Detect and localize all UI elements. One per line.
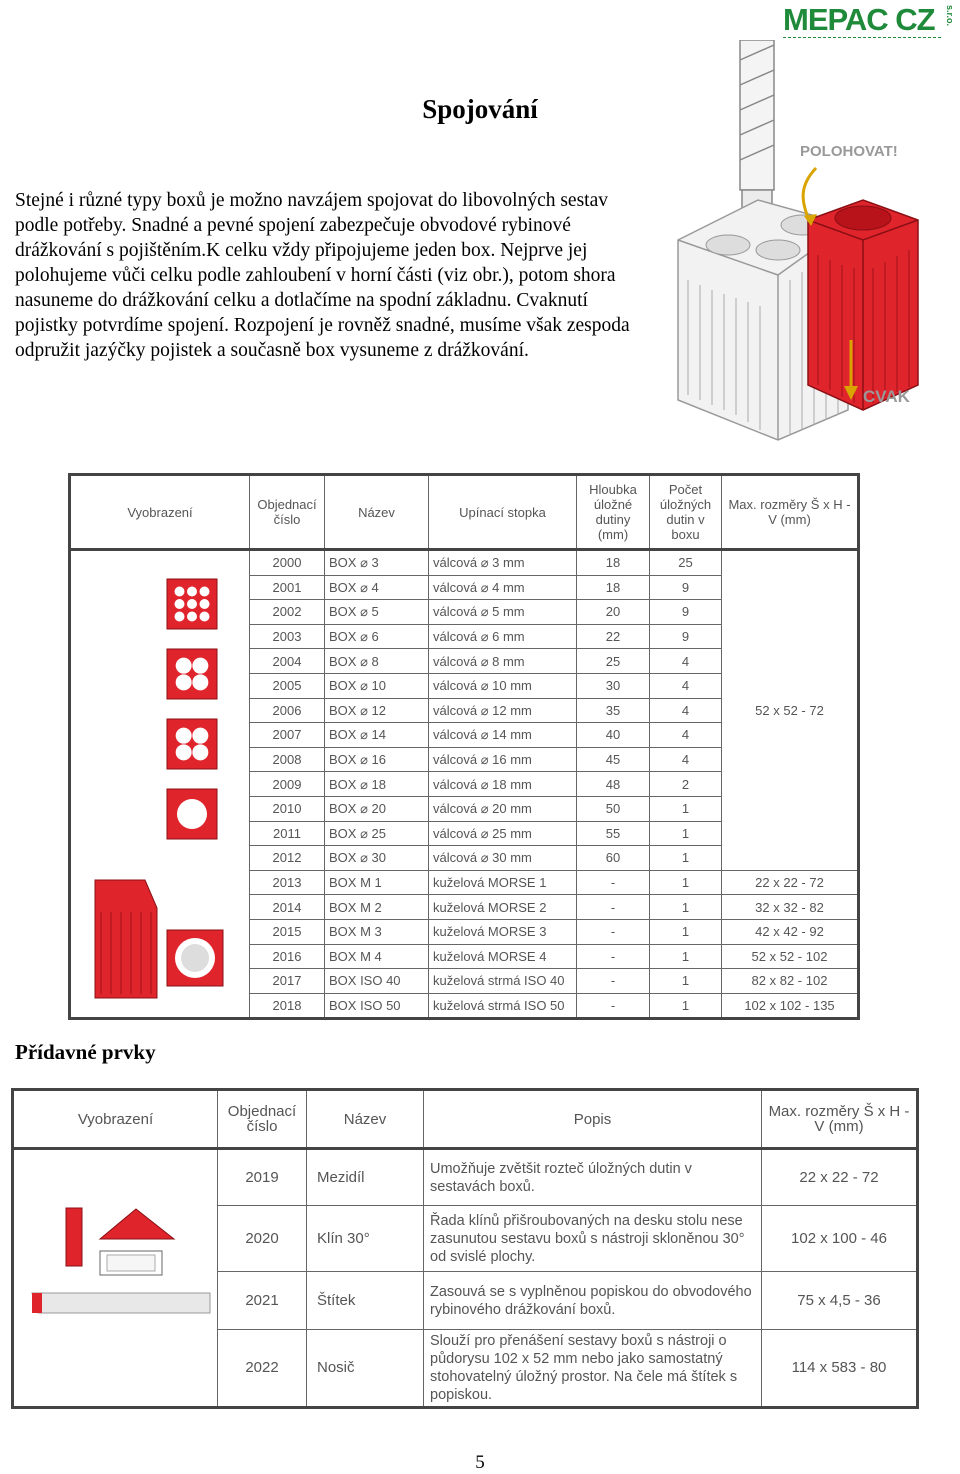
red-box-icon	[808, 200, 918, 410]
depth-cell: -	[577, 993, 650, 1019]
logo-suffix: s.r.o.	[945, 5, 955, 27]
order-number-cell: 2006	[250, 698, 325, 723]
dimension-cell: 102 x 102 - 135	[722, 993, 859, 1019]
dimension-cell: 42 x 42 - 92	[722, 919, 859, 944]
shank-cell: kuželová strmá ISO 50	[429, 993, 577, 1019]
dimension-cell-merged: 52 x 52 - 72	[722, 550, 859, 871]
count-cell: 4	[650, 649, 722, 674]
order-number-cell: 2020	[218, 1206, 307, 1272]
assembly-illustration	[668, 40, 948, 450]
label-cvak: CVAK	[863, 387, 910, 406]
col-header-shank: Upínací stopka	[429, 475, 577, 550]
dimension-cell: 114 x 583 - 80	[762, 1330, 918, 1408]
depth-cell: 48	[577, 772, 650, 797]
depth-cell: 40	[577, 723, 650, 748]
description-cell: Slouží pro přenášení sestavy boxů s nástroji o půdorysu 102 x 52 mm nebo jako samostatný stohovatelný úložný prostor. Na čele má štítek s popiskou.	[424, 1330, 762, 1408]
order-number-cell: 2004	[250, 649, 325, 674]
depth-cell: -	[577, 944, 650, 969]
order-number-cell: 2007	[250, 723, 325, 748]
taper-boxes-image	[70, 870, 250, 1019]
col-header-dimensions: Max. rozměry Š x H - V (mm)	[762, 1090, 918, 1149]
depth-cell: 60	[577, 846, 650, 871]
accessories-icon	[14, 1153, 218, 1398]
order-number-cell: 2003	[250, 624, 325, 649]
count-cell: 1	[650, 870, 722, 895]
shank-cell: válcová ⌀ 16 mm	[429, 747, 577, 772]
name-cell: BOX ⌀ 30	[325, 846, 429, 871]
table-row	[70, 550, 859, 576]
name-cell: BOX ⌀ 25	[325, 821, 429, 846]
shank-cell: válcová ⌀ 3 mm	[429, 550, 577, 576]
name-cell: BOX M 4	[325, 944, 429, 969]
order-number-cell: 2013	[250, 870, 325, 895]
order-number-cell: 2001	[250, 575, 325, 600]
company-logo	[783, 4, 958, 40]
col-header-name: Název	[325, 475, 429, 550]
count-cell: 1	[650, 796, 722, 821]
order-number-cell: 2000	[250, 550, 325, 576]
name-cell: BOX ISO 40	[325, 969, 429, 994]
count-cell: 4	[650, 673, 722, 698]
cylindrical-boxes-image	[70, 550, 250, 871]
col-header-depth: Hloubka úložné dutiny (mm)	[577, 475, 650, 550]
shank-cell: kuželová MORSE 1	[429, 870, 577, 895]
count-cell: 4	[650, 698, 722, 723]
table-row	[70, 870, 859, 895]
shank-cell: válcová ⌀ 12 mm	[429, 698, 577, 723]
count-cell: 1	[650, 821, 722, 846]
depth-cell: 30	[577, 673, 650, 698]
col-header-order-number: Objednací číslo	[250, 475, 325, 550]
dimension-cell: 22 x 22 - 72	[762, 1149, 918, 1206]
count-cell: 1	[650, 993, 722, 1019]
name-cell: BOX ISO 50	[325, 993, 429, 1019]
depth-cell: 35	[577, 698, 650, 723]
description-cell: Zasouvá se s vyplněnou popiskou do obvodového rybinového drážkování boxů.	[424, 1272, 762, 1330]
accessories-heading: Přídavné prvky	[15, 1040, 156, 1064]
depth-cell: 18	[577, 550, 650, 576]
boxes-table	[68, 473, 860, 1020]
order-number-cell: 2019	[218, 1149, 307, 1206]
shank-cell: válcová ⌀ 6 mm	[429, 624, 577, 649]
accessories-image	[13, 1149, 218, 1408]
name-cell: BOX ⌀ 4	[325, 575, 429, 600]
order-number-cell: 2011	[250, 821, 325, 846]
depth-cell: 20	[577, 600, 650, 625]
order-number-cell: 2010	[250, 796, 325, 821]
shank-cell: válcová ⌀ 10 mm	[429, 673, 577, 698]
count-cell: 4	[650, 723, 722, 748]
name-cell: BOX ⌀ 8	[325, 649, 429, 674]
name-cell: Mezidíl	[307, 1149, 424, 1206]
depth-cell: -	[577, 870, 650, 895]
logo-text: MEPAC CZ	[783, 2, 935, 37]
depth-cell: 55	[577, 821, 650, 846]
order-number-cell: 2018	[250, 993, 325, 1019]
shank-cell: válcová ⌀ 4 mm	[429, 575, 577, 600]
dimension-cell: 32 x 32 - 82	[722, 895, 859, 920]
shank-cell: válcová ⌀ 25 mm	[429, 821, 577, 846]
count-cell: 9	[650, 624, 722, 649]
col-header-dimensions: Max. rozměry Š x H - V (mm)	[722, 475, 859, 550]
count-cell: 1	[650, 895, 722, 920]
name-cell: BOX M 1	[325, 870, 429, 895]
depth-cell: -	[577, 919, 650, 944]
depth-cell: 45	[577, 747, 650, 772]
name-cell: BOX M 3	[325, 919, 429, 944]
order-number-cell: 2021	[218, 1272, 307, 1330]
shank-cell: válcová ⌀ 20 mm	[429, 796, 577, 821]
shank-cell: kuželová MORSE 3	[429, 919, 577, 944]
order-number-cell: 2012	[250, 846, 325, 871]
name-cell: BOX ⌀ 20	[325, 796, 429, 821]
dimension-cell: 22 x 22 - 72	[722, 870, 859, 895]
depth-cell: -	[577, 895, 650, 920]
table-row	[13, 1149, 918, 1206]
order-number-cell: 2022	[218, 1330, 307, 1408]
order-number-cell: 2015	[250, 919, 325, 944]
red-box-tops-icon	[71, 557, 241, 857]
col-header-count: Počet úložných dutin v boxu	[650, 475, 722, 550]
count-cell: 1	[650, 944, 722, 969]
name-cell: BOX ⌀ 18	[325, 772, 429, 797]
dimension-cell: 102 x 100 - 46	[762, 1206, 918, 1272]
name-cell: BOX ⌀ 6	[325, 624, 429, 649]
dimension-cell: 82 x 82 - 102	[722, 969, 859, 994]
red-taper-box-icon	[71, 870, 241, 1010]
accessories-table	[11, 1088, 919, 1409]
logo-underline	[783, 37, 941, 38]
col-header-image: Vyobrazení	[70, 475, 250, 550]
shank-cell: kuželová MORSE 2	[429, 895, 577, 920]
name-cell: BOX ⌀ 12	[325, 698, 429, 723]
shank-cell: válcová ⌀ 14 mm	[429, 723, 577, 748]
dimension-cell: 52 x 52 - 102	[722, 944, 859, 969]
depth-cell: 25	[577, 649, 650, 674]
name-cell: BOX M 2	[325, 895, 429, 920]
dimension-cell: 75 x 4,5 - 36	[762, 1272, 918, 1330]
shank-cell: válcová ⌀ 8 mm	[429, 649, 577, 674]
name-cell: Štítek	[307, 1272, 424, 1330]
order-number-cell: 2008	[250, 747, 325, 772]
depth-cell: -	[577, 969, 650, 994]
shank-cell: kuželová MORSE 4	[429, 944, 577, 969]
name-cell: BOX ⌀ 14	[325, 723, 429, 748]
name-cell: BOX ⌀ 5	[325, 600, 429, 625]
depth-cell: 18	[577, 575, 650, 600]
depth-cell: 50	[577, 796, 650, 821]
count-cell: 9	[650, 575, 722, 600]
col-header-name: Název	[307, 1090, 424, 1149]
count-cell: 4	[650, 747, 722, 772]
order-number-cell: 2016	[250, 944, 325, 969]
name-cell: BOX ⌀ 3	[325, 550, 429, 576]
shank-cell: válcová ⌀ 18 mm	[429, 772, 577, 797]
order-number-cell: 2009	[250, 772, 325, 797]
description-cell: Řada klínů přišroubovaných na desku stolu nese zasunutou sestavu boxů s nástroji skloněnou 30° od svislé plochy.	[424, 1206, 762, 1272]
page-number: 5	[475, 1452, 485, 1473]
col-header-order-number: Objednací číslo	[218, 1090, 307, 1149]
order-number-cell: 2014	[250, 895, 325, 920]
order-number-cell: 2017	[250, 969, 325, 994]
depth-cell: 22	[577, 624, 650, 649]
shank-cell: válcová ⌀ 30 mm	[429, 846, 577, 871]
shank-cell: kuželová strmá ISO 40	[429, 969, 577, 994]
name-cell: BOX ⌀ 16	[325, 747, 429, 772]
count-cell: 2	[650, 772, 722, 797]
label-polohovat: POLOHOVAT!	[800, 143, 898, 160]
page-title: Spojování	[422, 94, 538, 124]
name-cell: Klín 30°	[307, 1206, 424, 1272]
count-cell: 1	[650, 969, 722, 994]
intro-paragraph: Stejné i různé typy boxů je možno navzájem spojovat do libovolných sestav podle potřeby. Snadné a pevné spojení zabezpečuje obvodové rybinové drážkování s pojištěním.K celku vždy připojujeme jeden box. Nejprve jej polohujeme vůči celku podle zahloubení v horní části (viz obr.), potom shora nasuneme do drážkování celku a dotlačíme na spodní základnu. Cvaknutí pojistky potvrdíme spojení. Rozpojení je rovněž snadné, musíme však zespoda odpružit jazýčky pojistek a současně box vysuneme z drážkování.	[15, 190, 630, 361]
order-number-cell: 2002	[250, 600, 325, 625]
name-cell: BOX ⌀ 10	[325, 673, 429, 698]
description-cell: Umožňuje zvětšit rozteč úložných dutin v sestavách boxů.	[424, 1149, 762, 1206]
col-header-image: Vyobrazení	[13, 1090, 218, 1149]
accessories-table-header	[13, 1090, 918, 1149]
name-cell: Nosič	[307, 1330, 424, 1408]
order-number-cell: 2005	[250, 673, 325, 698]
count-cell: 9	[650, 600, 722, 625]
col-header-description: Popis	[424, 1090, 762, 1149]
count-cell: 1	[650, 846, 722, 871]
boxes-table-header	[70, 475, 859, 550]
count-cell: 25	[650, 550, 722, 576]
shank-cell: válcová ⌀ 5 mm	[429, 600, 577, 625]
count-cell: 1	[650, 919, 722, 944]
